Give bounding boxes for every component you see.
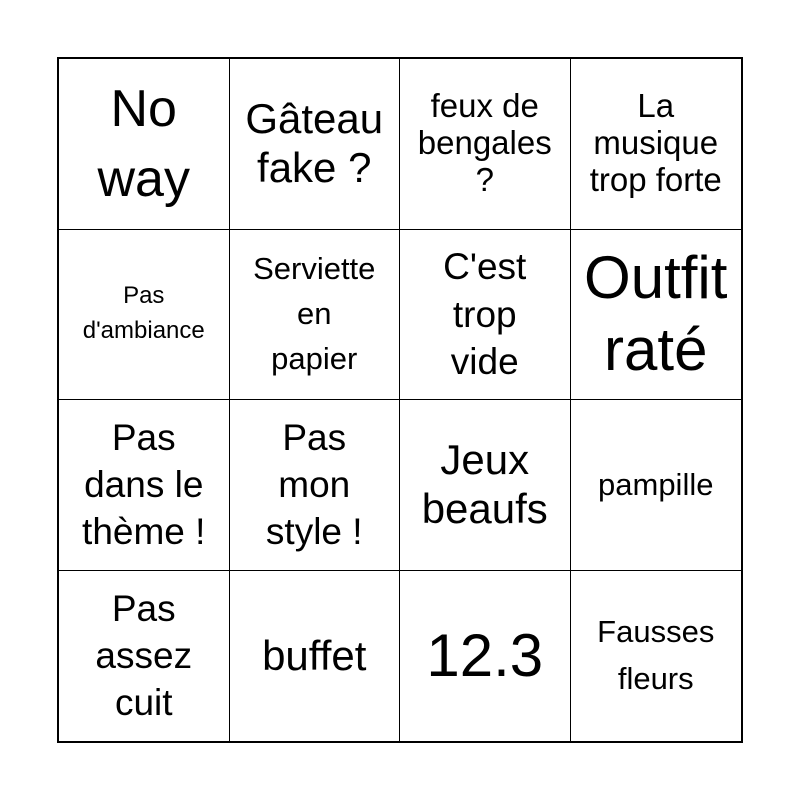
bingo-cell-text: Pas mon style ! bbox=[265, 416, 363, 553]
bingo-cell[interactable] bbox=[230, 59, 401, 230]
bingo-cell-text: C'est trop vide bbox=[443, 246, 527, 382]
bingo-cell[interactable] bbox=[571, 571, 742, 742]
bingo-cell[interactable] bbox=[230, 400, 401, 571]
bingo-cell[interactable] bbox=[400, 230, 571, 401]
bingo-cell-text: Pas assez cuit bbox=[95, 587, 193, 724]
bingo-cell-text: Pas d'ambiance bbox=[82, 282, 205, 345]
bingo-cell-text: Gâteau fake ? bbox=[245, 95, 384, 191]
bingo-cell[interactable] bbox=[59, 59, 230, 230]
bingo-board bbox=[57, 57, 743, 743]
bingo-cell[interactable] bbox=[400, 571, 571, 742]
bingo-cell[interactable] bbox=[571, 400, 742, 571]
bingo-cell-text: La musique trop forte bbox=[589, 87, 722, 199]
bingo-cell[interactable] bbox=[230, 230, 401, 401]
bingo-cell-text: Fausses fleurs bbox=[597, 614, 715, 696]
bingo-cell-text: Jeux beaufs bbox=[421, 436, 548, 532]
bingo-cell-text: Outfit raté bbox=[584, 244, 728, 384]
bingo-cell-text: 12.3 bbox=[426, 621, 544, 689]
bingo-cell[interactable] bbox=[230, 571, 401, 742]
bingo-cell-text: Pas dans le thème ! bbox=[82, 416, 206, 553]
bingo-cell[interactable] bbox=[59, 230, 230, 401]
bingo-cell-text: buffet bbox=[262, 631, 367, 679]
bingo-cell-text: Serviette en papier bbox=[253, 250, 376, 376]
bingo-cell[interactable] bbox=[59, 571, 230, 742]
bingo-cell[interactable] bbox=[571, 230, 742, 401]
bingo-cell[interactable] bbox=[400, 59, 571, 230]
bingo-cell-text: pampille bbox=[598, 466, 714, 502]
bingo-cell-text: No way bbox=[97, 79, 190, 208]
bingo-cell-text: feux de bengales ? bbox=[417, 87, 552, 199]
bingo-cell[interactable] bbox=[400, 400, 571, 571]
bingo-cell[interactable] bbox=[571, 59, 742, 230]
bingo-cell[interactable] bbox=[59, 400, 230, 571]
